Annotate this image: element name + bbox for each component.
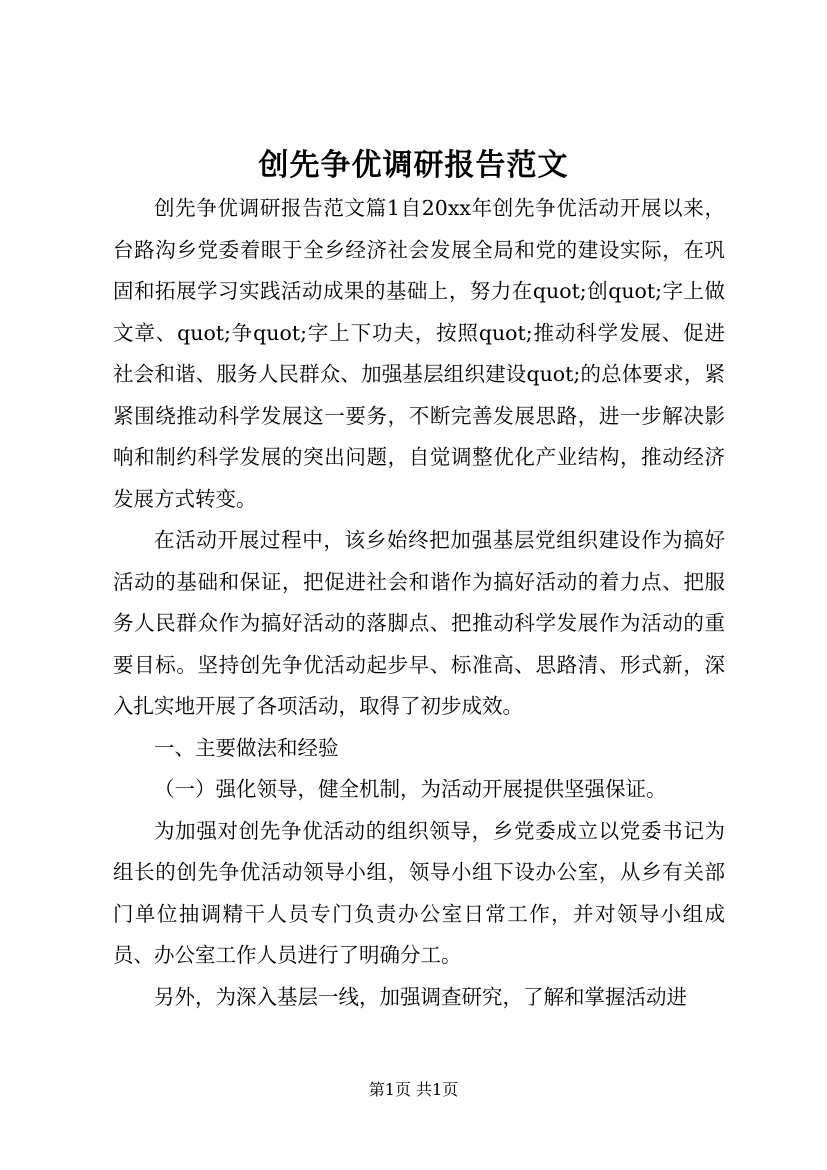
page-footer: 第1页 共1页 [368,1080,459,1099]
document-body [113,188,725,1018]
subsection-heading: （一）强化领导，健全机制，为活动开展提供坚强保证。 [154,777,667,801]
paragraph: 创先争优调研报告范文篇1自20xx年创先争优活动开展以来，台路沟乡党委着眼于全乡经济社会发展全局和党的建设实际，在巩固和拓展学习实践活动成果的基础上，努力在quot;创quot;字上做文章、quot;争quot;字上下功夫，按照quot;推动科学发展、促进社会和谐、服务人民群众、加强基层组织建设quot;的总体要求，紧紧围绕推动科学发展这一要务，不断完善发展思路，进一步解决影响和制约科学发展的突出问题，自觉调整优化产业结构，推动经济发展方式转变。 [113,196,725,511]
section-heading: 一、主要做法和经验 [154,735,339,760]
paragraph: 另外，为深入基层一线，加强调查研究，了解和掌握活动进 [154,984,687,1009]
document-title: 创先争优调研报告范文 [258,148,569,183]
paragraph: 在活动开展过程中，该乡始终把加强基层党组织建设作为搞好活动的基础和保证，把促进社会和谐作为搞好活动的着力点、把服务人民群众作为搞好活动的落脚点、把推动科学发展作为活动的重要目标。坚持创先争优活动起步早、标准高、思路清、形式新，深入扎实地开展了各项活动，取得了初步成效。 [113,528,725,718]
paragraph: 为加强对创先争优活动的组织领导，乡党委成立以党委书记为组长的创先争优活动领导小组，领导小组下设办公室，从乡有关部门单位抽调精干人员专门负责办公室日常工作，并对领导小组成员、办公室工作人员进行了明确分工。 [113,818,725,967]
